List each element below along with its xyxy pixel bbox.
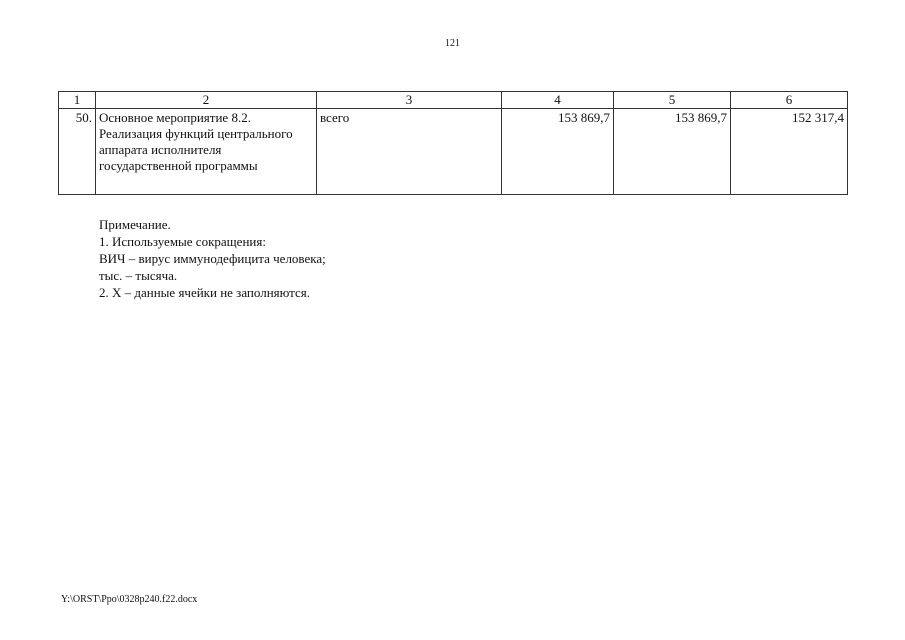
notes-section xyxy=(99,216,326,301)
page-number: 121 xyxy=(445,38,460,49)
column-header: 1 xyxy=(59,92,96,109)
funding-source-cell: всего xyxy=(317,109,502,195)
column-header: 5 xyxy=(614,92,731,109)
value-cell-col4: 153 869,7 xyxy=(502,109,614,195)
note-line: 2. Х – данные ячейки не заполняются. xyxy=(99,285,311,300)
value-cell-col6: 152 317,4 xyxy=(731,109,848,195)
table-row xyxy=(59,109,848,195)
notes-title: Примечание. xyxy=(99,217,171,232)
note-line: 1. Используемые сокращения: xyxy=(99,234,266,249)
column-header: 6 xyxy=(731,92,848,109)
activity-name-cell: Основное мероприятие 8.2. Реализация функций центрального аппарата исполнителя государственной программы xyxy=(96,109,317,195)
column-header: 2 xyxy=(96,92,317,109)
column-header: 4 xyxy=(502,92,614,109)
table-header-row xyxy=(59,92,848,109)
column-header: 3 xyxy=(317,92,502,109)
row-number-cell: 50. xyxy=(59,109,96,195)
data-table xyxy=(58,91,848,195)
note-line: тыс. – тысяча. xyxy=(99,268,178,283)
footer-file-path: Y:\ORST\Ppo\0328p240.f22.docx xyxy=(61,594,198,605)
note-line: ВИЧ – вирус иммунодефицита человека; xyxy=(99,251,326,266)
value-cell-col5: 153 869,7 xyxy=(614,109,731,195)
